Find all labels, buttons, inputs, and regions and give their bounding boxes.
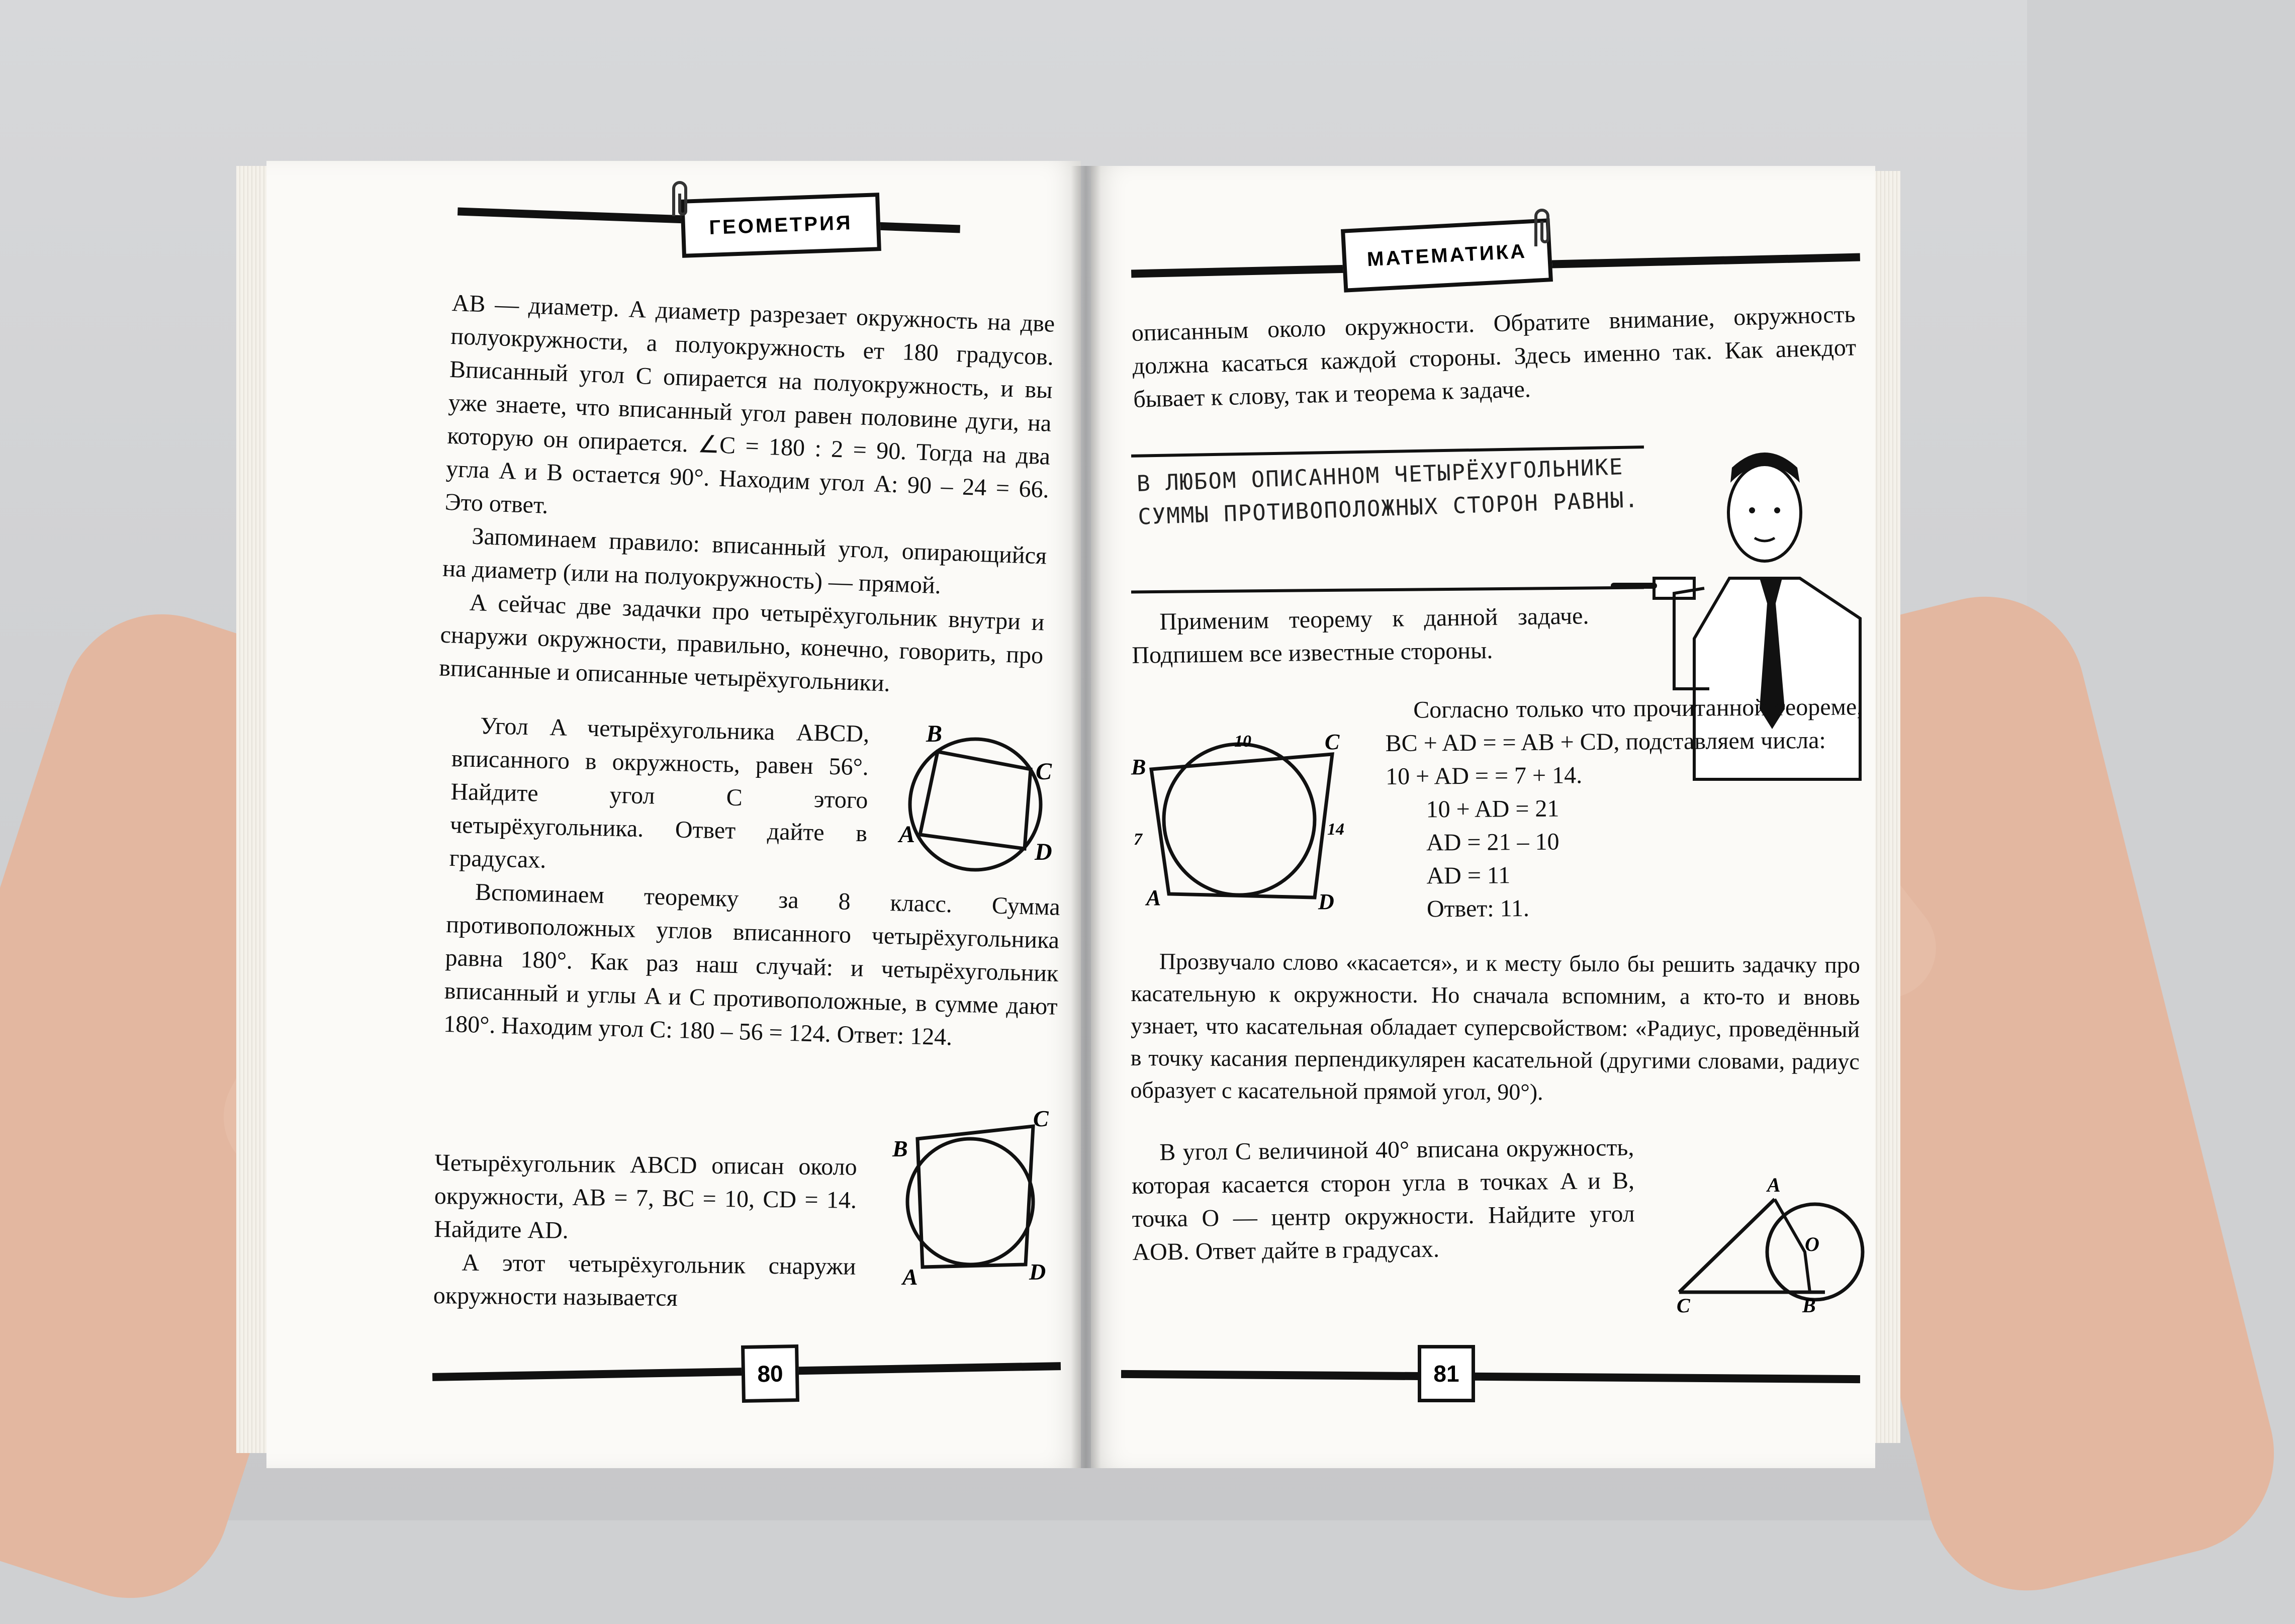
- problem-2: [433, 1146, 857, 1317]
- rule-note-text: В ЛЮБОМ ОПИСАННОМ ЧЕТЫРЁХУГОЛЬНИКЕ СУММЫ ПРОТИВОПОЛОЖНЫХ СТОРОН РАВНЫ.: [1136, 454, 1639, 530]
- fig4-label-o: O: [1805, 1233, 1819, 1255]
- fig2-label-b: B: [892, 1136, 908, 1161]
- apply-text: [1131, 599, 1590, 672]
- fig2-label-d: D: [1029, 1259, 1046, 1285]
- fig3-label-b: B: [1131, 755, 1146, 779]
- tangent-paragraph: [1130, 945, 1860, 1110]
- intro-paragraph: описанным около окружности. Обратите внимание, окружность должна касаться каждой стороны. Здесь именно так. Как анекдот бывает к слову, так и теорема к задаче.: [1131, 301, 1857, 413]
- page-number: [741, 1344, 799, 1403]
- fig3-side-cd: 14: [1327, 820, 1344, 839]
- fig4-label-c: C: [1677, 1294, 1690, 1317]
- solution-line: AD = 11: [1426, 862, 1511, 889]
- solution-line: Согласно только что прочитанной теореме, BC + AD = = AB + CD, подставляем числа:: [1385, 693, 1863, 757]
- solution-line: 10 + AD = 21: [1426, 795, 1559, 823]
- fig2-label-a: A: [902, 1264, 918, 1290]
- rule-note: [1136, 450, 1641, 534]
- page-number-label: 81: [1433, 1361, 1459, 1387]
- left-page: [266, 161, 1081, 1468]
- figure-angle-with-circle: [1659, 1161, 1870, 1317]
- tangent-text: Прозвучало слово «касается», и к месту было бы решить задачку про касательную к окружности. Но сначала вспомним, а кто-то и вновь узнает, что касательная обладает суперсвойством: «Радиус, проведённый в точку касания перпендикулярен касательной (другими словами, радиус образует с касательной прямой угол, 90°).: [1130, 948, 1860, 1105]
- solution-1-text: Вспоминаем теоремку за 8 класс. Сумма противоположных углов вписанного четырёхугольника равна 180°. Как раз наш случай: и четырёхугольник вписанный и углы A и C противоположные, в сумме дают 180°. Находим угол C: 180 – 56 = 124. Ответ: 124.: [443, 878, 1061, 1051]
- fig1-label-a: A: [899, 821, 915, 848]
- intro-text: [1131, 298, 1858, 416]
- page-number: [1418, 1345, 1475, 1402]
- figure-circumscribed-quadrilateral: [882, 1106, 1063, 1290]
- apply-paragraph: Применим теорему к данной задаче. Подпишем все известные стороны.: [1132, 602, 1589, 669]
- fig1-label-b: B: [926, 720, 943, 747]
- problem-1: [449, 709, 870, 883]
- solution-line: 10 + AD = = 7 + 14.: [1385, 762, 1583, 790]
- problem-3: [1131, 1131, 1635, 1269]
- problem-3-text: В угол C величиной 40° вписана окружность, которая касается сторон угла в точках A и B, точка O — центр окружности. Найдите угол AOB. Ответ дайте в градусах.: [1131, 1134, 1635, 1266]
- solution-2-text: А этот четырёхугольник снаружи окружности называется: [433, 1249, 856, 1312]
- paperclip-icon: [664, 181, 699, 221]
- fig3-side-ab: 7: [1134, 830, 1142, 849]
- solution-block: [1385, 690, 1864, 926]
- fig1-label-c: C: [1036, 758, 1052, 785]
- problem-1-text: Угол A четырёхугольника ABCD, вписанного в окружность, равен 56°. Найдите угол C этого четырёхугольника. Ответ дайте в градусах.: [449, 712, 870, 873]
- footer-rule: [1121, 1370, 1860, 1383]
- fig3-side-bc: 10: [1234, 732, 1251, 751]
- header-tag: [680, 193, 881, 258]
- solution-1: [443, 875, 1060, 1057]
- left-text-top: [438, 287, 1055, 705]
- page-number-label: 80: [757, 1360, 784, 1387]
- note-rule-bottom: [1131, 586, 1644, 594]
- figure-quadrilateral-with-sides: [1126, 719, 1344, 914]
- header-tag: [1341, 218, 1553, 293]
- paragraph: А сейчас две задачки про четырёхугольник внутри и снаружи окружности, правильно, конечно, говорить, про вписанные и описанные четырёхугольники.: [438, 589, 1045, 697]
- fig4-label-a: A: [1767, 1174, 1781, 1196]
- paragraph: Запоминаем правило: вписанный угол, опирающийся на диаметр (или на полуокружность) — прямой.: [442, 522, 1047, 599]
- fig2-label-c: C: [1033, 1106, 1049, 1131]
- header-tag-label: МАТЕМАТИКА: [1366, 240, 1527, 270]
- header-tag-label: ГЕОМЕТРИЯ: [708, 211, 853, 239]
- paperclip-icon: [1528, 206, 1558, 251]
- fig3-label-a: A: [1146, 885, 1161, 910]
- fig1-label-d: D: [1035, 839, 1052, 865]
- right-page: [1091, 166, 1875, 1468]
- book-gutter: [1071, 166, 1101, 1468]
- fig3-label-c: C: [1325, 730, 1340, 754]
- figure-inscribed-quadrilateral: [890, 709, 1061, 880]
- fig3-label-d: D: [1318, 889, 1334, 914]
- solution-line: AD = 21 – 10: [1426, 828, 1559, 856]
- paragraph: AB — диаметр. А диаметр разрезает окружность на две полуокружности, а полуокружность ет 180 градусов. Вписанный угол C опирается на полуокружность, и вы уже знаете, что вписанный угол равен половине дуги, на которую он опирается. ∠C = 180 : 2 = 90. Тогда на два угла A и B остается 90°. Находим угол A: 90 – 24 = 66. Это ответ.: [444, 289, 1056, 519]
- problem-2-text: Четырёхугольник ABCD описан около окружности, AB = 7, BC = 10, CD = 14. Найдите AD.: [433, 1149, 857, 1244]
- fig4-label-b: B: [1802, 1294, 1816, 1317]
- solution-line: Ответ: 11.: [1426, 895, 1530, 923]
